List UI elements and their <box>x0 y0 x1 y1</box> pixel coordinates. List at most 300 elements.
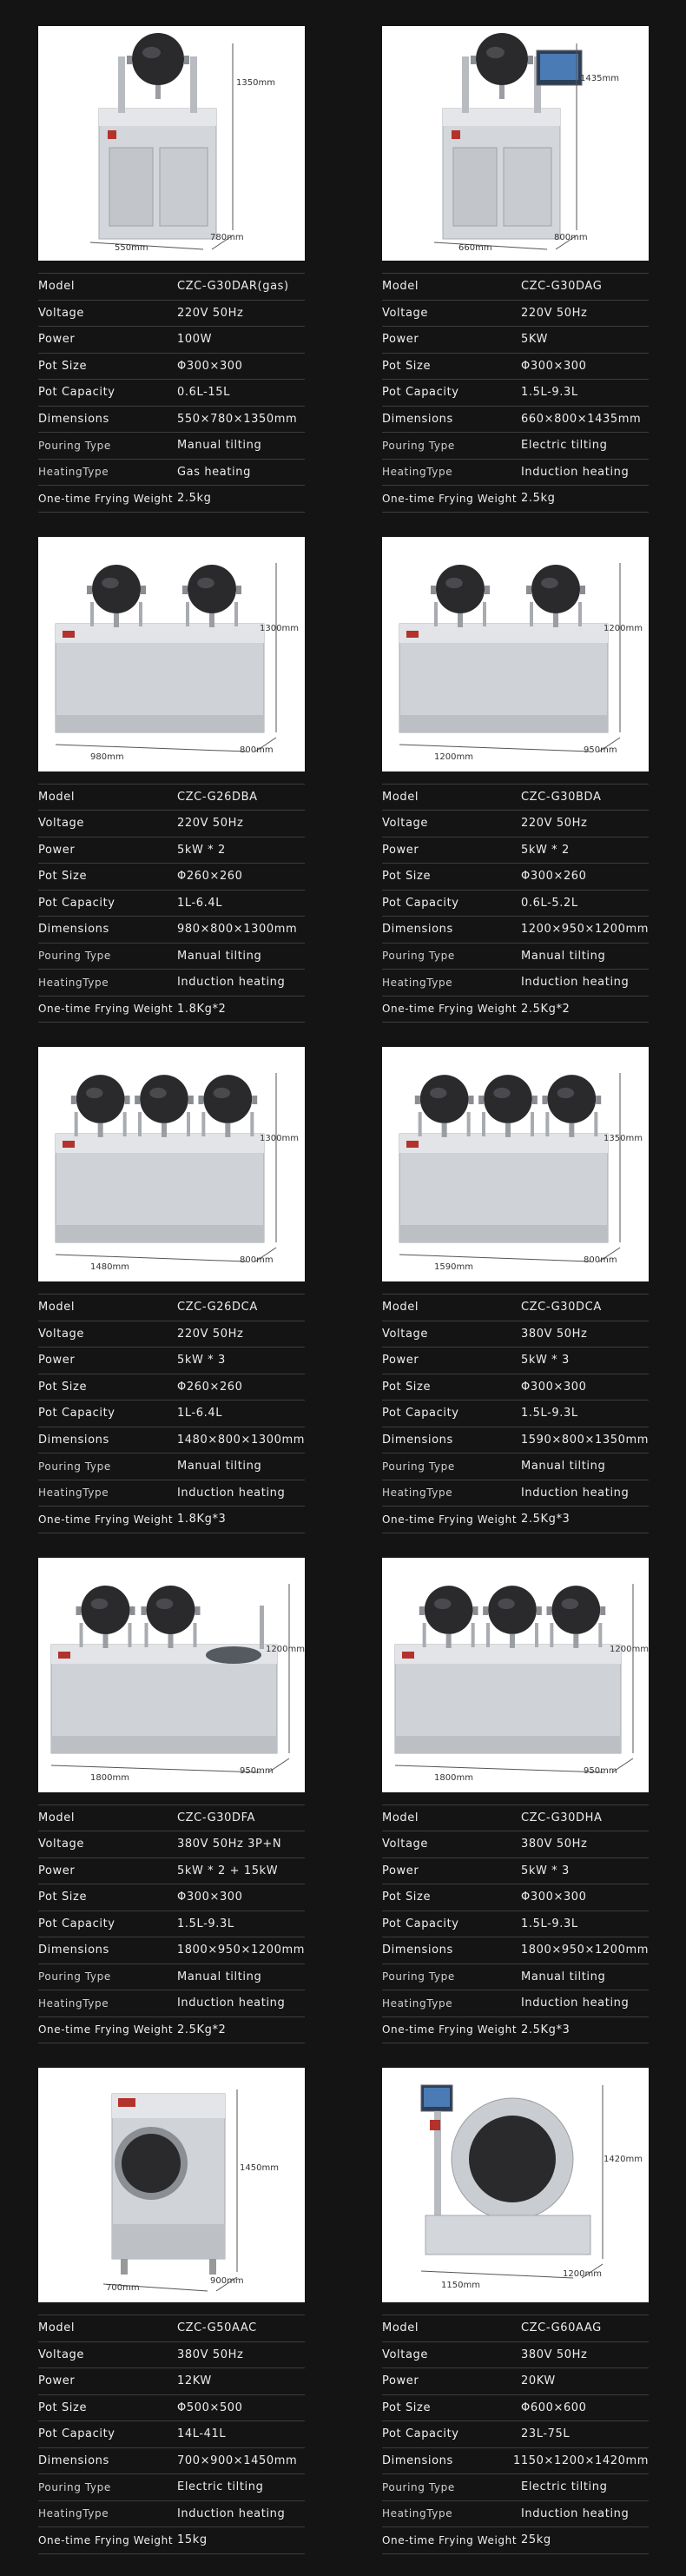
spec-label: Pouring Type <box>38 1460 111 1473</box>
product-card-czc-g30dag <box>382 26 649 513</box>
spec-label: Pot Size <box>382 2401 432 2414</box>
spec-table <box>382 273 649 513</box>
spec-value: 1800×950×1200mm <box>176 1944 305 1957</box>
spec-row-model <box>382 273 649 301</box>
spec-row-pouring-type <box>382 1964 649 1991</box>
machine-illustration <box>38 1047 305 1281</box>
spec-row-pot-capacity <box>382 2421 649 2448</box>
dimension-depth-label: 800mm <box>584 1255 617 1265</box>
spec-value: Induction heating <box>177 1997 286 2010</box>
spec-value: Manual tilting <box>177 1970 262 1983</box>
spec-table <box>382 2314 649 2554</box>
spec-row-pouring-type <box>38 433 305 460</box>
spec-value: 550×780×1350mm <box>177 412 298 426</box>
spec-value: CZC-G30DFA <box>177 1811 256 1824</box>
wok-pot-icon <box>478 1075 538 1137</box>
spec-label: HeatingType <box>382 976 453 989</box>
spec-row-dimensions <box>38 1937 305 1964</box>
spec-value: 1.5L-9.3L <box>521 1917 578 1930</box>
dimension-height-label: 1435mm <box>580 74 619 83</box>
spec-value: 1.5L-9.3L <box>521 1407 578 1420</box>
spec-label: Pot Capacity <box>382 896 459 910</box>
spec-value: 12KW <box>177 2374 212 2388</box>
spec-label: Voltage <box>38 1838 84 1851</box>
spec-value: Φ300×260 <box>521 870 587 884</box>
open-wok-icon <box>206 1646 261 1664</box>
spec-label: Power <box>38 1354 76 1367</box>
spec-row-voltage <box>382 2342 649 2369</box>
spec-value: 1800×950×1200mm <box>520 1944 649 1957</box>
spec-value: CZC-G30DCA <box>521 1301 602 1314</box>
machine-illustration <box>382 26 649 261</box>
dimension-depth-label: 800mm <box>240 745 274 755</box>
spec-label: Pot Capacity <box>38 2427 115 2441</box>
spec-label: Power <box>38 843 76 857</box>
spec-row-pouring-type <box>382 1454 649 1480</box>
spec-value: 5kW * 2 + 15kW <box>177 1864 279 1877</box>
spec-value: 5kW * 2 <box>521 843 570 857</box>
spec-row-pot-capacity <box>382 1401 649 1427</box>
spec-value: 1480×800×1300mm <box>176 1433 305 1447</box>
dimension-width-label: 980mm <box>90 752 124 762</box>
spec-label: HeatingType <box>382 2507 453 2520</box>
spec-value: Electric tilting <box>177 2480 264 2494</box>
dimension-height-label: 1200mm <box>610 1644 649 1654</box>
spec-row-pot-size <box>382 864 649 891</box>
spec-value: 100W <box>177 333 213 347</box>
wok-pot-icon <box>542 1075 601 1137</box>
spec-value: 23L-75L <box>521 2427 571 2441</box>
spec-label: Dimensions <box>38 412 109 426</box>
spec-row-pot-capacity <box>38 891 305 917</box>
dimension-height-label: 1350mm <box>236 78 275 88</box>
spec-value: 14L-41L <box>177 2427 227 2441</box>
spec-label: HeatingType <box>382 466 453 479</box>
spec-value: 220V 50Hz <box>177 1327 244 1341</box>
spec-row-model <box>38 784 305 811</box>
spec-row-dimensions <box>382 917 649 944</box>
spec-value: 220V 50Hz <box>521 817 588 831</box>
spec-table <box>382 784 649 1023</box>
wok-pot-icon <box>71 1075 130 1137</box>
spec-row-frying-weight <box>382 486 649 513</box>
spec-label: Model <box>382 280 419 294</box>
dimension-depth-label: 900mm <box>210 2276 244 2286</box>
spec-value: 1200×950×1200mm <box>520 923 649 937</box>
spec-label: One-time Frying Weight <box>382 1513 518 1526</box>
spec-label: Model <box>38 2321 76 2335</box>
spec-label: HeatingType <box>38 2507 109 2520</box>
product-card-czc-g60aag <box>382 2068 649 2554</box>
spec-row-heating-type <box>382 460 649 487</box>
spec-label: Pouring Type <box>38 2480 111 2493</box>
spec-label: Model <box>382 1811 419 1824</box>
product-card-czc-g30dca <box>382 1047 649 1533</box>
spec-label: One-time Frying Weight <box>38 1513 174 1526</box>
spec-label: One-time Frying Weight <box>382 2533 518 2546</box>
spec-row-voltage <box>382 811 649 838</box>
spec-value: 0.6L-5.2L <box>521 896 578 910</box>
spec-row-power <box>38 2368 305 2395</box>
spec-row-heating-type <box>38 970 305 997</box>
spec-row-pot-capacity <box>382 891 649 917</box>
spec-row-dimensions <box>382 2448 649 2475</box>
spec-label: Model <box>382 1301 419 1314</box>
spec-value: Induction heating <box>521 1997 630 2010</box>
spec-row-model <box>38 1294 305 1321</box>
product-card-czc-g30dha <box>382 1558 649 2044</box>
spec-row-power <box>382 838 649 864</box>
spec-row-frying-weight <box>382 997 649 1023</box>
spec-table <box>382 1805 649 2044</box>
spec-row-pot-capacity <box>382 380 649 407</box>
product-photo <box>382 1047 649 1281</box>
spec-label: HeatingType <box>382 1997 453 2010</box>
product-card-czc-g30bda <box>382 537 649 1023</box>
spec-row-dimensions <box>382 1937 649 1964</box>
spec-value: CZC-G30DAR(gas) <box>177 280 289 294</box>
wok-pot-icon <box>198 1075 257 1137</box>
wok-pot-icon <box>471 33 533 99</box>
spec-row-power <box>38 327 305 354</box>
spec-label: Voltage <box>38 1327 84 1341</box>
spec-value: 380V 50Hz <box>521 1838 588 1851</box>
spec-label: HeatingType <box>38 1487 109 1500</box>
spec-label: Pot Size <box>38 1380 88 1394</box>
spec-value: Φ500×500 <box>177 2401 243 2414</box>
spec-row-dimensions <box>382 407 649 434</box>
spec-label: Dimensions <box>382 1433 453 1447</box>
spec-label: Power <box>382 1864 419 1877</box>
spec-label: Voltage <box>382 1838 428 1851</box>
spec-row-pot-size <box>38 2395 305 2422</box>
spec-value: Φ300×300 <box>177 359 243 373</box>
wok-pot-icon <box>87 565 146 627</box>
spec-value: Manual tilting <box>521 1460 606 1473</box>
dimension-height-label: 1200mm <box>266 1644 305 1654</box>
spec-value: Induction heating <box>521 2506 630 2520</box>
wok-pot-icon <box>546 1586 605 1648</box>
product-card-czc-g30dar-gas- <box>38 26 305 513</box>
spec-value: 220V 50Hz <box>177 306 244 320</box>
spec-value: 1.5L-9.3L <box>521 386 578 400</box>
dimension-depth-label: 950mm <box>584 1765 617 1776</box>
wok-pot-icon <box>415 1075 474 1137</box>
spec-value: Manual tilting <box>177 439 262 453</box>
drum-opening-icon <box>122 2134 181 2193</box>
spec-value: 5kW * 3 <box>521 1864 570 1877</box>
spec-value: 380V 50Hz <box>177 2348 244 2361</box>
spec-value: 380V 50Hz 3P+N <box>177 1838 282 1851</box>
product-card-czc-g26dca <box>38 1047 305 1533</box>
spec-row-dimensions <box>38 407 305 434</box>
spec-row-pouring-type <box>38 2474 305 2501</box>
spec-table <box>38 784 305 1023</box>
dimension-width-label: 700mm <box>106 2283 140 2293</box>
spec-label: Pot Size <box>38 2401 88 2414</box>
spec-row-dimensions <box>38 1427 305 1454</box>
spec-row-power <box>382 1858 649 1885</box>
dimension-depth-label: 800mm <box>554 233 588 242</box>
spec-row-voltage <box>38 2342 305 2369</box>
spec-row-frying-weight <box>38 2017 305 2044</box>
dimension-width-label: 1800mm <box>434 1772 473 1783</box>
spec-label: Dimensions <box>38 923 109 937</box>
spec-value: 1.8Kg*3 <box>177 1513 227 1526</box>
spec-value: Manual tilting <box>521 1970 606 1983</box>
spec-row-heating-type <box>38 2501 305 2528</box>
spec-label: Dimensions <box>38 1944 109 1957</box>
dimension-width-label: 1590mm <box>434 1262 473 1272</box>
spec-value: 2.5Kg*2 <box>521 1002 571 1016</box>
machine-illustration <box>38 1558 305 1792</box>
spec-value: Induction heating <box>521 1486 630 1500</box>
spec-row-pot-capacity <box>38 1401 305 1427</box>
dimension-depth-label: 950mm <box>584 745 617 755</box>
spec-row-power <box>38 1858 305 1885</box>
spec-value: 2.5Kg*2 <box>177 2023 227 2036</box>
spec-label: Power <box>382 2374 419 2388</box>
spec-row-heating-type <box>382 970 649 997</box>
spec-value: Induction heating <box>177 1486 286 1500</box>
spec-value: Φ260×260 <box>177 1380 243 1394</box>
spec-label: One-time Frying Weight <box>382 1003 518 1016</box>
machine-illustration <box>382 537 649 771</box>
spec-value: 20KW <box>521 2374 556 2388</box>
spec-row-model <box>38 2314 305 2342</box>
spec-label: One-time Frying Weight <box>382 2023 518 2036</box>
spec-label: Pot Size <box>38 1891 88 1904</box>
spec-value: 2.5kg <box>521 492 556 506</box>
spec-label: One-time Frying Weight <box>38 492 174 505</box>
spec-row-frying-weight <box>38 1507 305 1533</box>
spec-value: 220V 50Hz <box>177 817 244 831</box>
spec-row-power <box>38 1348 305 1374</box>
spec-value: 980×800×1300mm <box>177 923 298 937</box>
spec-label: Dimensions <box>382 1944 453 1957</box>
spec-label: Pot Capacity <box>38 1407 115 1420</box>
dimension-width-label: 660mm <box>458 243 492 253</box>
spec-table <box>38 1294 305 1533</box>
product-photo <box>38 1047 305 1281</box>
spec-table <box>38 2314 305 2554</box>
dimension-height-label: 1300mm <box>260 623 299 633</box>
spec-value: 1590×800×1350mm <box>520 1433 649 1447</box>
spec-row-power <box>382 1348 649 1374</box>
wok-pot-icon <box>526 565 585 627</box>
spec-label: Pot Capacity <box>382 2427 459 2441</box>
dimension-height-label: 1300mm <box>260 1134 299 1143</box>
spec-label: Pouring Type <box>382 439 455 452</box>
spec-value: Φ300×300 <box>177 1891 243 1904</box>
spec-row-heating-type <box>382 1990 649 2017</box>
spec-label: Voltage <box>382 1327 428 1341</box>
spec-value: Manual tilting <box>177 949 262 963</box>
spec-label: Voltage <box>38 817 84 831</box>
dimension-width-label: 1800mm <box>90 1772 129 1783</box>
spec-row-voltage <box>38 301 305 328</box>
spec-row-dimensions <box>382 1427 649 1454</box>
machine-illustration <box>382 1558 649 1792</box>
wok-pot-icon <box>135 1075 194 1137</box>
spec-label: Model <box>38 1811 76 1824</box>
product-card-czc-g50aac <box>38 2068 305 2554</box>
spec-value: CZC-G30DAG <box>521 280 603 294</box>
spec-value: Electric tilting <box>521 2480 608 2494</box>
product-photo <box>38 1558 305 1792</box>
spec-label: Pouring Type <box>38 950 111 963</box>
spec-row-pot-capacity <box>38 2421 305 2448</box>
dimension-depth-label: 1200mm <box>563 2269 602 2279</box>
dimension-width-label: 1150mm <box>441 2281 480 2290</box>
spec-label: Pot Size <box>38 359 88 373</box>
spec-row-model <box>38 1805 305 1832</box>
product-photo <box>382 26 649 261</box>
spec-row-voltage <box>38 1321 305 1348</box>
spec-value: 25kg <box>521 2533 551 2547</box>
spec-label: Dimensions <box>382 2453 453 2467</box>
spec-row-pouring-type <box>38 944 305 970</box>
spec-label: Pot Size <box>38 870 88 884</box>
spec-label: Dimensions <box>382 412 453 426</box>
spec-value: CZC-G30DHA <box>521 1811 603 1824</box>
spec-row-frying-weight <box>38 486 305 513</box>
wok-pot-icon <box>419 1586 478 1648</box>
spec-value: 380V 50Hz <box>521 1327 588 1341</box>
spec-label: HeatingType <box>38 976 109 989</box>
dimension-height-label: 1450mm <box>240 2163 279 2173</box>
spec-value: 2.5Kg*3 <box>521 1513 571 1526</box>
spec-label: Pot Capacity <box>382 1917 459 1930</box>
spec-label: One-time Frying Weight <box>38 1003 174 1016</box>
spec-table <box>38 1805 305 2044</box>
spec-row-pot-size <box>382 2395 649 2422</box>
spec-label: Voltage <box>382 2348 428 2361</box>
spec-label: Dimensions <box>38 1433 109 1447</box>
spec-row-frying-weight <box>38 2527 305 2554</box>
wok-pot-icon <box>76 1586 135 1648</box>
spec-row-heating-type <box>382 1480 649 1507</box>
spec-value: Φ260×260 <box>177 870 243 884</box>
spec-label: Pot Capacity <box>38 1917 115 1930</box>
spec-label: Voltage <box>38 2348 84 2361</box>
spec-label: Pot Capacity <box>38 386 115 400</box>
spec-row-pot-size <box>382 1884 649 1911</box>
spec-row-pot-size <box>382 354 649 381</box>
spec-value: 380V 50Hz <box>521 2348 588 2361</box>
spec-label: Voltage <box>382 306 428 320</box>
spec-value: 2.5kg <box>177 492 212 506</box>
spec-row-model <box>382 1805 649 1832</box>
drum-opening-icon <box>469 2116 556 2202</box>
spec-row-pouring-type <box>382 944 649 970</box>
product-card-czc-g26dba <box>38 537 305 1023</box>
spec-row-power <box>382 327 649 354</box>
spec-value: Induction heating <box>177 976 286 990</box>
spec-value: 1.5L-9.3L <box>177 1917 234 1930</box>
dimension-depth-label: 950mm <box>240 1765 274 1776</box>
machine-illustration <box>382 2068 649 2302</box>
spec-label: Pouring Type <box>382 2480 455 2493</box>
spec-row-dimensions <box>38 2448 305 2475</box>
dimension-width-label: 550mm <box>115 243 148 253</box>
spec-label: Voltage <box>382 817 428 831</box>
dimension-width-label: 1480mm <box>90 1262 129 1272</box>
spec-value: 5KW <box>521 333 548 347</box>
spec-row-pot-size <box>382 1374 649 1401</box>
machine-illustration <box>38 26 305 261</box>
product-photo <box>38 2068 305 2302</box>
spec-row-pouring-type <box>38 1454 305 1480</box>
dimension-depth-label: 780mm <box>210 233 244 242</box>
spec-value: 1150×1200×1420mm <box>513 2453 649 2467</box>
spec-row-model <box>38 273 305 301</box>
product-photo <box>382 537 649 771</box>
spec-label: Pot Size <box>382 359 432 373</box>
spec-label: Pouring Type <box>38 1970 111 1983</box>
spec-row-voltage <box>382 1321 649 1348</box>
spec-row-voltage <box>382 301 649 328</box>
spec-row-pouring-type <box>382 2474 649 2501</box>
wok-pot-icon <box>127 33 189 99</box>
spec-label: One-time Frying Weight <box>38 2533 174 2546</box>
spec-row-pot-capacity <box>382 1911 649 1938</box>
spec-table <box>382 1294 649 1533</box>
spec-row-pot-size <box>38 1374 305 1401</box>
spec-label: Power <box>382 843 419 857</box>
spec-label: Model <box>38 790 76 804</box>
spec-value: CZC-G50AAC <box>177 2321 257 2335</box>
spec-row-pouring-type <box>38 1964 305 1991</box>
spec-row-voltage <box>382 1831 649 1858</box>
spec-label: Power <box>382 333 419 347</box>
spec-label: HeatingType <box>38 466 109 479</box>
spec-value: CZC-G26DCA <box>177 1301 258 1314</box>
spec-value: Φ300×300 <box>521 1891 587 1904</box>
wok-pot-icon <box>142 1586 201 1648</box>
spec-label: Pot Size <box>382 1380 432 1394</box>
spec-value: 2.5Kg*3 <box>521 2023 571 2036</box>
spec-row-frying-weight <box>382 2017 649 2044</box>
spec-row-voltage <box>38 1831 305 1858</box>
spec-row-heating-type <box>38 1480 305 1507</box>
spec-label: Power <box>382 1354 419 1367</box>
spec-label: Model <box>382 2321 419 2335</box>
spec-value: Induction heating <box>521 465 630 479</box>
spec-label: HeatingType <box>382 1487 453 1500</box>
spec-row-pot-capacity <box>38 1911 305 1938</box>
product-photo <box>38 26 305 261</box>
spec-value: 1.8Kg*2 <box>177 1002 227 1016</box>
dimension-height-label: 1420mm <box>604 2155 643 2164</box>
spec-label: Pot Capacity <box>382 386 459 400</box>
spec-value: Φ600×600 <box>521 2401 587 2414</box>
dimension-height-label: 1200mm <box>604 623 643 633</box>
spec-value: CZC-G30BDA <box>521 790 602 804</box>
spec-row-heating-type <box>38 1990 305 2017</box>
spec-label: Power <box>38 333 76 347</box>
spec-row-frying-weight <box>382 1507 649 1533</box>
spec-row-heating-type <box>38 460 305 487</box>
spec-row-power <box>38 838 305 864</box>
spec-label: Voltage <box>38 306 84 320</box>
wok-pot-icon <box>483 1586 542 1648</box>
spec-value: 1L-6.4L <box>177 1407 223 1420</box>
spec-label: Pouring Type <box>382 1970 455 1983</box>
spec-row-model <box>382 1294 649 1321</box>
spec-value: CZC-G26DBA <box>177 790 258 804</box>
spec-row-dimensions <box>38 917 305 944</box>
